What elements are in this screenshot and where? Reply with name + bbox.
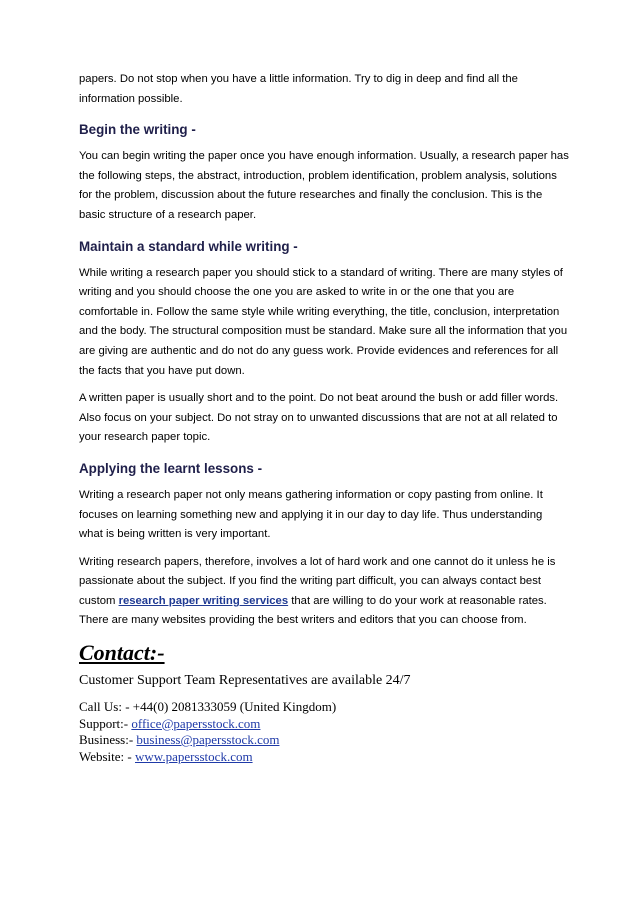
intro-paragraph: papers. Do not stop when you have a little information. Try to dig in deep and find all the information possible. [79,73,518,105]
support-email-link[interactable]: office@papersstock.com [131,715,261,731]
website-link[interactable]: www.papersstock.com [135,748,253,764]
contact-details [79,699,569,765]
support-label: Support:- [79,715,132,731]
contact-title: Contact:- [79,640,165,666]
paragraph-applying-lessons-1: Writing a research paper not only means gathering information or copy pasting from online. It focuses on learning something new and applying it in our day to day life. Thus understanding what is being written is very important. [79,488,543,541]
website-label: Website: - [79,748,135,764]
research-paper-services-link[interactable]: research paper writing services [118,594,289,607]
paragraph-begin-writing: You can begin writing the paper once you have enough information. Usually, a research paper has the following steps, the abstract, introduction, problem identification, problem analysis, solutions for the problem, discussion about the future researches and finally the conclusion. This is the basic structure of a research paper. [79,150,569,221]
business-label: Business:- [79,732,137,748]
contact-subtitle: Customer Support Team Representatives are available 24/7 [79,673,411,689]
contact-support-line [79,716,569,733]
paragraph-text-after-link: that are willing to do your work at reasonable rates. There are many websites providing the best writers and editors that you can choose from. [79,594,547,627]
contact-phone: Call Us: - +44(0) 2081333059 (United Kingdom) [79,699,337,715]
contact-business-line [79,732,569,749]
paragraph-maintain-standard-2: A written paper is usually short and to the point. Do not beat around the bush or add filler words. Also focus on your subject. Do not stray on to unwanted discussions that are not at all related to your research paper topic. [79,392,559,444]
contact-website-line [79,749,569,766]
paragraph-applying-lessons-2 [79,553,569,631]
section-heading-applying-lessons: Applying the learnt lessons - [79,460,263,476]
paragraph-maintain-standard-1: While writing a research paper you should stick to a standard of writing. There are many styles of writing and you should choose the one you are asked to write in or the one that you are comfortable in. Follow the same style while writing everything, the title, conclusion, interpretation and the body. The structural composition must be standard. Make sure all the information that you are giving are authentic and do not do any guess work. Provide evidences and references for all the facts that you have put down. [79,266,568,377]
section-heading-maintain-standard: Maintain a standard while writing - [79,238,298,254]
document-page [79,70,569,765]
business-email-link[interactable]: business@papersstock.com [136,732,280,748]
section-heading-begin-writing: Begin the writing - [79,122,196,138]
paragraph-text-before-link: Writing research papers, therefore, involves a lot of hard work and one cannot do it unless he is passionate about the subject. If you find the writing part difficult, you can always contact best custom [79,555,556,607]
